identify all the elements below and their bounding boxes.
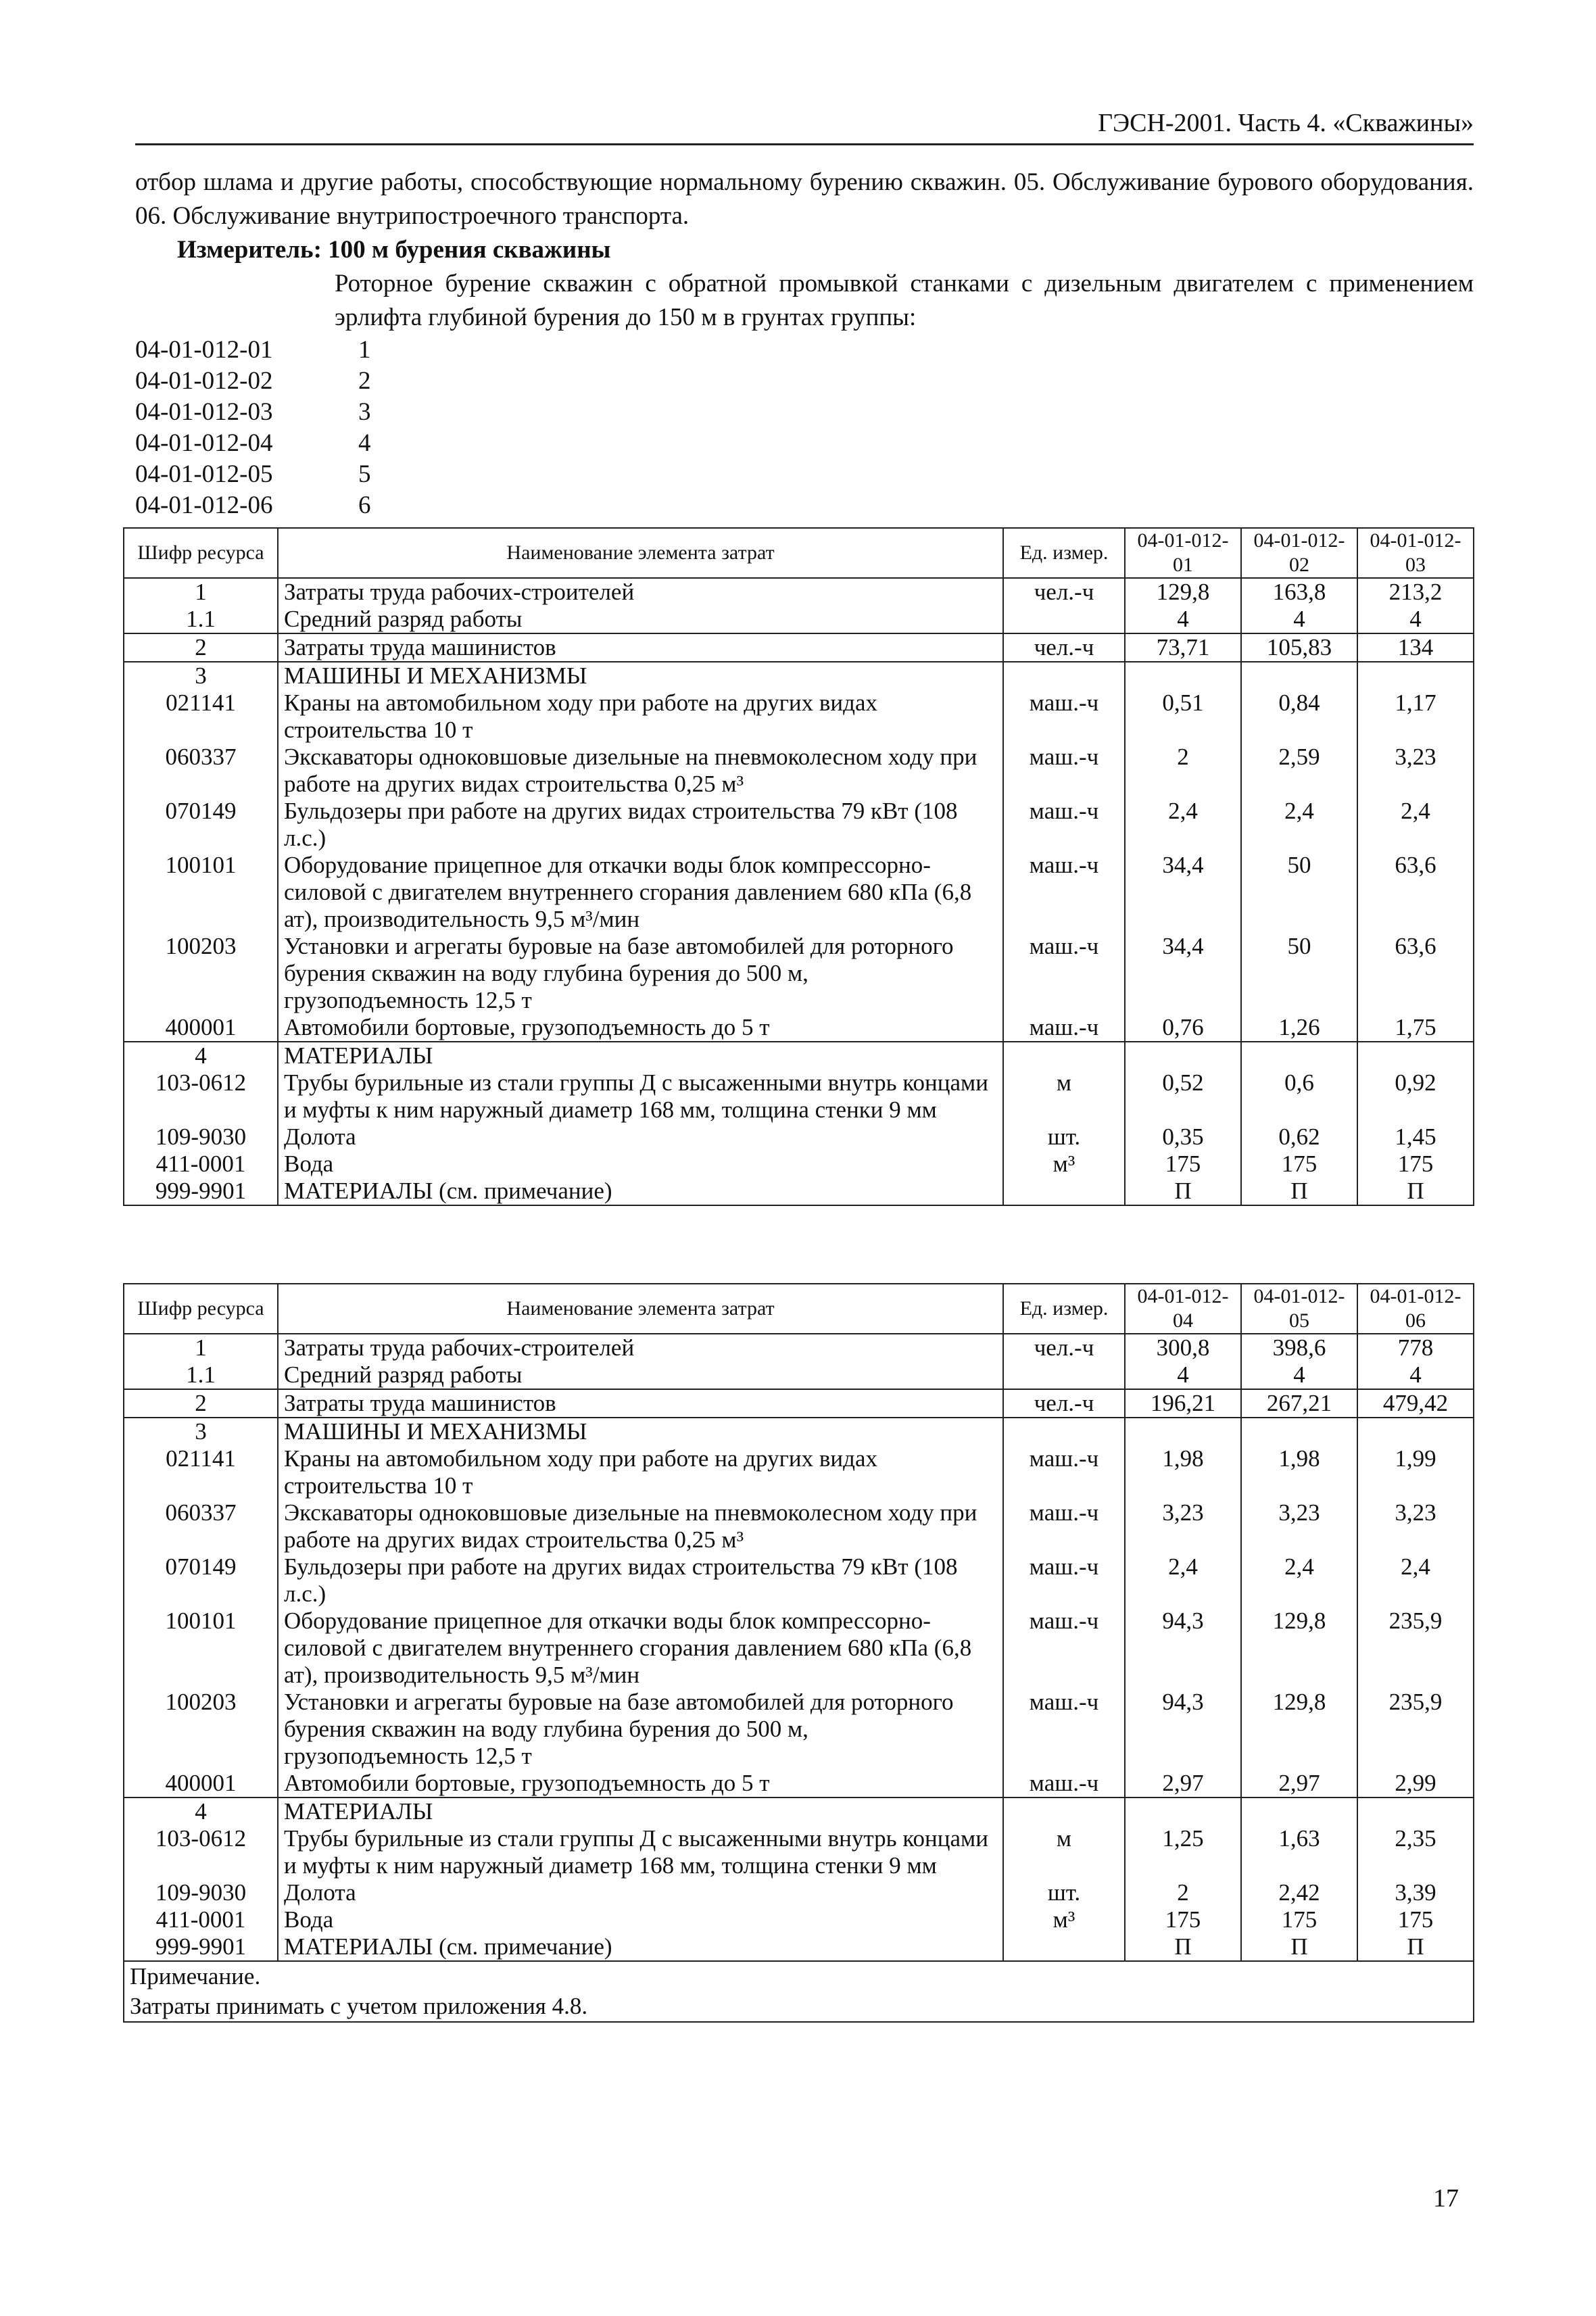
- table-row: [124, 798, 1474, 852]
- resource-unit: шт.: [1003, 1879, 1125, 1906]
- norm-value: [1241, 1418, 1357, 1445]
- norm-value: 94,3: [1125, 1689, 1241, 1770]
- norm-code: 04-01-012-05: [135, 460, 273, 488]
- norm-value: 3,23: [1357, 1499, 1474, 1553]
- table-row: [124, 1418, 1474, 1445]
- norm-code-item: [135, 459, 1474, 490]
- resource-name: Затраты труда рабочих-строителей: [278, 1334, 1003, 1361]
- resource-name: Средний разряд работы: [278, 1361, 1003, 1389]
- norm-code: 04-01-012-02: [135, 367, 273, 395]
- resource-code: 411-0001: [124, 1906, 278, 1933]
- note-text: Затраты принимать с учетом приложения 4.8.: [130, 1993, 588, 2019]
- norm-code: 04-01-012-04: [135, 429, 273, 457]
- norm-value: 3,39: [1357, 1879, 1474, 1906]
- resource-unit: м: [1003, 1825, 1125, 1879]
- norm-code-item: [135, 428, 1474, 459]
- norm-value: 134: [1357, 633, 1474, 662]
- resource-name: Трубы бурильные из стали группы Д с высаженными внутрь концами и муфты к ним наружный диаметр 168 мм, толщина стенки 9 мм: [278, 1069, 1003, 1124]
- norm-value: П: [1125, 1178, 1241, 1205]
- resource-unit: маш.-ч: [1003, 852, 1125, 933]
- resource-name: МАШИНЫ И МЕХАНИЗМЫ: [278, 1418, 1003, 1445]
- norm-value: 1,26: [1241, 1014, 1357, 1042]
- norm-value: 2,4: [1125, 798, 1241, 852]
- resource-unit: маш.-ч: [1003, 1014, 1125, 1042]
- resource-code: 100101: [124, 852, 278, 933]
- norm-value: 2,4: [1125, 1553, 1241, 1608]
- norm-value: 4: [1357, 1361, 1474, 1389]
- norm-value: 175: [1125, 1906, 1241, 1933]
- resource-name: Экскаваторы одноковшовые дизельные на пневмоколесном ходу при работе на других видах строительства 0,25 м³: [278, 744, 1003, 798]
- norm-value: 4: [1241, 1361, 1357, 1389]
- norm-value: [1125, 1042, 1241, 1069]
- resource-unit: чел.-ч: [1003, 578, 1125, 606]
- norm-value: 2,4: [1241, 1553, 1357, 1608]
- norm-value: 2,97: [1125, 1770, 1241, 1798]
- resource-unit: маш.-ч: [1003, 1553, 1125, 1608]
- resource-name: Бульдозеры при работе на других видах строительства 79 кВт (108 л.с.): [278, 1553, 1003, 1608]
- resource-unit: чел.-ч: [1003, 633, 1125, 662]
- norm-value: 163,8: [1241, 578, 1357, 606]
- resource-code: 100101: [124, 1608, 278, 1689]
- norm-value: 479,42: [1357, 1389, 1474, 1418]
- norm-value: 175: [1357, 1906, 1474, 1933]
- resource-name: Автомобили бортовые, грузоподъемность до 5 т: [278, 1014, 1003, 1042]
- resource-name: Затраты труда машинистов: [278, 633, 1003, 662]
- table-row: [124, 1689, 1474, 1770]
- resource-unit: маш.-ч: [1003, 798, 1125, 852]
- resource-name: Вода: [278, 1906, 1003, 1933]
- norm-value: 50: [1241, 933, 1357, 1014]
- page-number: 17: [1433, 2184, 1459, 2213]
- norm-value: 105,83: [1241, 633, 1357, 662]
- meter-label: Измеритель:: [177, 236, 322, 264]
- norm-value: [1357, 662, 1474, 690]
- norm-value: 2,99: [1357, 1770, 1474, 1798]
- resource-code: 100203: [124, 1689, 278, 1770]
- resource-code: 1.1: [124, 606, 278, 633]
- norm-value: 1,98: [1125, 1445, 1241, 1499]
- resource-code: 100203: [124, 933, 278, 1014]
- norm-value: 63,6: [1357, 852, 1474, 933]
- table-row: [124, 578, 1474, 606]
- resource-code: 109-9030: [124, 1124, 278, 1151]
- resource-code: 021141: [124, 1445, 278, 1499]
- col-header-norm-code: 04-01-012-03: [1357, 528, 1474, 578]
- table-header-row: [124, 528, 1474, 578]
- table-header-row: [124, 1284, 1474, 1334]
- norm-value: 213,2: [1357, 578, 1474, 606]
- norm-code-item: [135, 366, 1474, 397]
- soil-group: 3: [358, 398, 371, 426]
- resource-name: Долота: [278, 1124, 1003, 1151]
- norm-value: 175: [1357, 1151, 1474, 1178]
- table-row: [124, 633, 1474, 662]
- norm-value: 2,35: [1357, 1825, 1474, 1879]
- norm-value: [1241, 662, 1357, 690]
- norm-value: 2: [1125, 744, 1241, 798]
- resource-name: Краны на автомобильном ходу при работе на других видах строительства 10 т: [278, 690, 1003, 744]
- resource-unit: [1003, 1042, 1125, 1069]
- table-row: [124, 1879, 1474, 1906]
- resource-name: Затраты труда рабочих-строителей: [278, 578, 1003, 606]
- table-row: [124, 744, 1474, 798]
- norm-value: 129,8: [1241, 1608, 1357, 1689]
- resource-name: Оборудование прицепное для откачки воды блок компрессорно-силовой с двигателем внутреннего сгорания давлением 680 кПа (6,8 ат), производительность 9,5 м³/мин: [278, 852, 1003, 933]
- resource-name: МАТЕРИАЛЫ: [278, 1798, 1003, 1825]
- norm-code: 04-01-012-03: [135, 398, 273, 426]
- norm-value: [1357, 1418, 1474, 1445]
- norm-value: 175: [1241, 1151, 1357, 1178]
- table-row: [124, 1124, 1474, 1151]
- soil-group: 1: [358, 336, 371, 364]
- soil-group: 4: [358, 429, 371, 457]
- table-row: [124, 1798, 1474, 1825]
- resource-name: Автомобили бортовые, грузоподъемность до 5 т: [278, 1770, 1003, 1798]
- resource-code: 2: [124, 633, 278, 662]
- norm-value: 0,52: [1125, 1069, 1241, 1124]
- norm-value: [1241, 1042, 1357, 1069]
- norm-value: 129,8: [1241, 1689, 1357, 1770]
- norm-code: 04-01-012-06: [135, 491, 273, 519]
- norm-value: 300,8: [1125, 1334, 1241, 1361]
- col-header-norm-code: 04-01-012-05: [1241, 1284, 1357, 1334]
- table-row: [124, 662, 1474, 690]
- norm-value: [1357, 1042, 1474, 1069]
- norm-value: 129,8: [1125, 578, 1241, 606]
- note-cell: [124, 1961, 1474, 2022]
- table-row: [124, 1499, 1474, 1553]
- meter-value: 100 м бурения скважины: [328, 236, 611, 264]
- norm-value: 0,62: [1241, 1124, 1357, 1151]
- resource-unit: чел.-ч: [1003, 1334, 1125, 1361]
- norm-value: 1,75: [1357, 1014, 1474, 1042]
- table-row: [124, 1334, 1474, 1361]
- table-row: [124, 1608, 1474, 1689]
- resource-name: Установки и агрегаты буровые на базе автомобилей для роторного бурения скважин на воду глубина бурения до 500 м, грузоподъемность 12,5 т: [278, 933, 1003, 1014]
- norm-value: 3,23: [1125, 1499, 1241, 1553]
- resource-unit: маш.-ч: [1003, 1770, 1125, 1798]
- resource-name: Вода: [278, 1151, 1003, 1178]
- norm-value: 1,99: [1357, 1445, 1474, 1499]
- resource-unit: [1003, 606, 1125, 633]
- col-header-name: Наименование элемента затрат: [278, 1284, 1003, 1334]
- resource-name: Трубы бурильные из стали группы Д с высаженными внутрь концами и муфты к ним наружный диаметр 168 мм, толщина стенки 9 мм: [278, 1825, 1003, 1879]
- resource-name: МАШИНЫ И МЕХАНИЗМЫ: [278, 662, 1003, 690]
- table-row: [124, 1069, 1474, 1124]
- norm-code: 04-01-012-01: [135, 336, 273, 364]
- norm-value: [1241, 1798, 1357, 1825]
- resource-name: Установки и агрегаты буровые на базе автомобилей для роторного бурения скважин на воду глубина бурения до 500 м, грузоподъемность 12,5 т: [278, 1689, 1003, 1770]
- norm-value: 4: [1125, 606, 1241, 633]
- work-description: Роторное бурение скважин с обратной промывкой станками с дизельным двигателем с применением эрлифта глубиной бурения до 150 м в грунтах группы:: [335, 270, 1474, 331]
- soil-group: 5: [358, 460, 371, 488]
- norm-value: 398,6: [1241, 1334, 1357, 1361]
- table-row: [124, 1825, 1474, 1879]
- resource-code: 1: [124, 1334, 278, 1361]
- resource-unit: шт.: [1003, 1124, 1125, 1151]
- resource-code: 070149: [124, 798, 278, 852]
- resource-code: 109-9030: [124, 1879, 278, 1906]
- resource-code: 070149: [124, 1553, 278, 1608]
- intro-text: отбор шлама и другие работы, способствующие нормальному бурению скважин. 05. Обслуживание бурового оборудования. 06. Обслуживание внутрипостроечного транспорта.: [135, 168, 1474, 230]
- resource-unit: [1003, 1178, 1125, 1205]
- norm-code-item: [135, 335, 1474, 366]
- norm-value: [1357, 1798, 1474, 1825]
- resource-name: МАТЕРИАЛЫ: [278, 1042, 1003, 1069]
- norm-value: 2: [1125, 1879, 1241, 1906]
- resource-code: 060337: [124, 744, 278, 798]
- table-row: [124, 1042, 1474, 1069]
- norm-value: [1125, 1798, 1241, 1825]
- norm-value: 63,6: [1357, 933, 1474, 1014]
- norm-value: 235,9: [1357, 1608, 1474, 1689]
- resource-unit: маш.-ч: [1003, 933, 1125, 1014]
- resource-name: Долота: [278, 1879, 1003, 1906]
- norm-value: 34,4: [1125, 852, 1241, 933]
- resource-unit: [1003, 1798, 1125, 1825]
- table-row: [124, 1933, 1474, 1961]
- norm-code-list: [135, 335, 1474, 521]
- resource-unit: м³: [1003, 1151, 1125, 1178]
- norm-value: [1125, 1418, 1241, 1445]
- norm-value: 1,45: [1357, 1124, 1474, 1151]
- norm-value: 1,25: [1125, 1825, 1241, 1879]
- note-row: [124, 1961, 1474, 2022]
- norm-value: 175: [1125, 1151, 1241, 1178]
- col-header-cipher: Шифр ресурса: [124, 1284, 278, 1334]
- norm-value: 1,98: [1241, 1445, 1357, 1499]
- resource-code: 999-9901: [124, 1933, 278, 1961]
- resource-code: 3: [124, 662, 278, 690]
- resource-unit: маш.-ч: [1003, 1499, 1125, 1553]
- note-title: Примечание.: [130, 1963, 261, 1989]
- resource-code: 021141: [124, 690, 278, 744]
- col-header-unit: Ед. измер.: [1003, 1284, 1125, 1334]
- norm-value: 267,21: [1241, 1389, 1357, 1418]
- norm-value: [1125, 662, 1241, 690]
- resource-code: 060337: [124, 1499, 278, 1553]
- col-header-unit: Ед. измер.: [1003, 528, 1125, 578]
- resource-unit: маш.-ч: [1003, 1608, 1125, 1689]
- col-header-cipher: Шифр ресурса: [124, 528, 278, 578]
- resource-code: 400001: [124, 1770, 278, 1798]
- norm-value: 50: [1241, 852, 1357, 933]
- norm-value: 0,6: [1241, 1069, 1357, 1124]
- col-header-name: Наименование элемента затрат: [278, 528, 1003, 578]
- norm-value: 0,84: [1241, 690, 1357, 744]
- resource-code: 2: [124, 1389, 278, 1418]
- norm-value: 3,23: [1357, 744, 1474, 798]
- table-row: [124, 1553, 1474, 1608]
- resource-code: 3: [124, 1418, 278, 1445]
- norm-code-item: [135, 490, 1474, 521]
- resource-unit: м: [1003, 1069, 1125, 1124]
- col-header-norm-code: 04-01-012-01: [1125, 528, 1241, 578]
- intro-section: [135, 166, 1474, 521]
- resource-name: Краны на автомобильном ходу при работе на других видах строительства 10 т: [278, 1445, 1003, 1499]
- resource-code: 1: [124, 578, 278, 606]
- col-header-norm-code: 04-01-012-04: [1125, 1284, 1241, 1334]
- meter-line: [135, 233, 1474, 267]
- table-row: [124, 1770, 1474, 1798]
- table-row: [124, 1014, 1474, 1042]
- table-row: [124, 1906, 1474, 1933]
- norm-value: П: [1357, 1178, 1474, 1205]
- resource-code: 1.1: [124, 1361, 278, 1389]
- resource-unit: маш.-ч: [1003, 1689, 1125, 1770]
- norm-value: 0,35: [1125, 1124, 1241, 1151]
- resource-unit: [1003, 1933, 1125, 1961]
- resource-unit: маш.-ч: [1003, 1445, 1125, 1499]
- resource-code: 400001: [124, 1014, 278, 1042]
- norm-value: 175: [1241, 1906, 1357, 1933]
- table-row: [124, 690, 1474, 744]
- resource-table-2: [123, 1283, 1474, 2023]
- resource-unit: чел.-ч: [1003, 1389, 1125, 1418]
- resource-code: 411-0001: [124, 1151, 278, 1178]
- col-header-norm-code: 04-01-012-06: [1357, 1284, 1474, 1334]
- norm-value: 2,4: [1357, 1553, 1474, 1608]
- norm-value: 778: [1357, 1334, 1474, 1361]
- norm-value: 235,9: [1357, 1689, 1474, 1770]
- norm-value: 2,4: [1357, 798, 1474, 852]
- resource-name: Экскаваторы одноковшовые дизельные на пневмоколесном ходу при работе на других видах строительства 0,25 м³: [278, 1499, 1003, 1553]
- norm-value: 0,92: [1357, 1069, 1474, 1124]
- norm-value: 0,76: [1125, 1014, 1241, 1042]
- norm-value: 73,71: [1125, 633, 1241, 662]
- resource-name: Затраты труда машинистов: [278, 1389, 1003, 1418]
- norm-value: 196,21: [1125, 1389, 1241, 1418]
- resource-code: 4: [124, 1798, 278, 1825]
- table-row: [124, 933, 1474, 1014]
- norm-value: 2,42: [1241, 1879, 1357, 1906]
- resource-code: 4: [124, 1042, 278, 1069]
- col-header-norm-code: 04-01-012-02: [1241, 528, 1357, 578]
- norm-value: П: [1241, 1178, 1357, 1205]
- resource-unit: маш.-ч: [1003, 690, 1125, 744]
- norm-value: 2,59: [1241, 744, 1357, 798]
- norm-value: П: [1125, 1933, 1241, 1961]
- norm-value: 2,4: [1241, 798, 1357, 852]
- norm-code-item: [135, 397, 1474, 428]
- resource-unit: [1003, 1361, 1125, 1389]
- norm-value: П: [1357, 1933, 1474, 1961]
- norm-value: 4: [1241, 606, 1357, 633]
- resource-unit: м³: [1003, 1906, 1125, 1933]
- norm-value: 4: [1357, 606, 1474, 633]
- resource-name: Средний разряд работы: [278, 606, 1003, 633]
- norm-value: 0,51: [1125, 690, 1241, 744]
- resource-unit: [1003, 1418, 1125, 1445]
- norm-value: 34,4: [1125, 933, 1241, 1014]
- resource-name: МАТЕРИАЛЫ (см. примечание): [278, 1933, 1003, 1961]
- table-row: [124, 852, 1474, 933]
- soil-group: 6: [358, 491, 371, 519]
- resource-name: Бульдозеры при работе на других видах строительства 79 кВт (108 л.с.): [278, 798, 1003, 852]
- table-row: [124, 1151, 1474, 1178]
- table-row: [124, 1445, 1474, 1499]
- norm-value: 94,3: [1125, 1608, 1241, 1689]
- resource-code: 103-0612: [124, 1825, 278, 1879]
- table-row: [124, 1178, 1474, 1205]
- norm-value: 1,17: [1357, 690, 1474, 744]
- page-header: ГЭСН-2001. Часть 4. «Скважины»: [135, 108, 1474, 145]
- resource-code: 999-9901: [124, 1178, 278, 1205]
- resource-unit: маш.-ч: [1003, 744, 1125, 798]
- resource-unit: [1003, 662, 1125, 690]
- norm-value: 2,97: [1241, 1770, 1357, 1798]
- resource-name: Оборудование прицепное для откачки воды блок компрессорно-силовой с двигателем внутреннего сгорания давлением 680 кПа (6,8 ат), производительность 9,5 м³/мин: [278, 1608, 1003, 1689]
- norm-value: 1,63: [1241, 1825, 1357, 1879]
- norm-value: П: [1241, 1933, 1357, 1961]
- norm-value: 4: [1125, 1361, 1241, 1389]
- resource-code: 103-0612: [124, 1069, 278, 1124]
- table-row: [124, 606, 1474, 633]
- table-row: [124, 1389, 1474, 1418]
- soil-group: 2: [358, 367, 371, 395]
- resource-table-1: [123, 527, 1474, 1206]
- table-row: [124, 1361, 1474, 1389]
- norm-value: 3,23: [1241, 1499, 1357, 1553]
- resource-name: МАТЕРИАЛЫ (см. примечание): [278, 1178, 1003, 1205]
